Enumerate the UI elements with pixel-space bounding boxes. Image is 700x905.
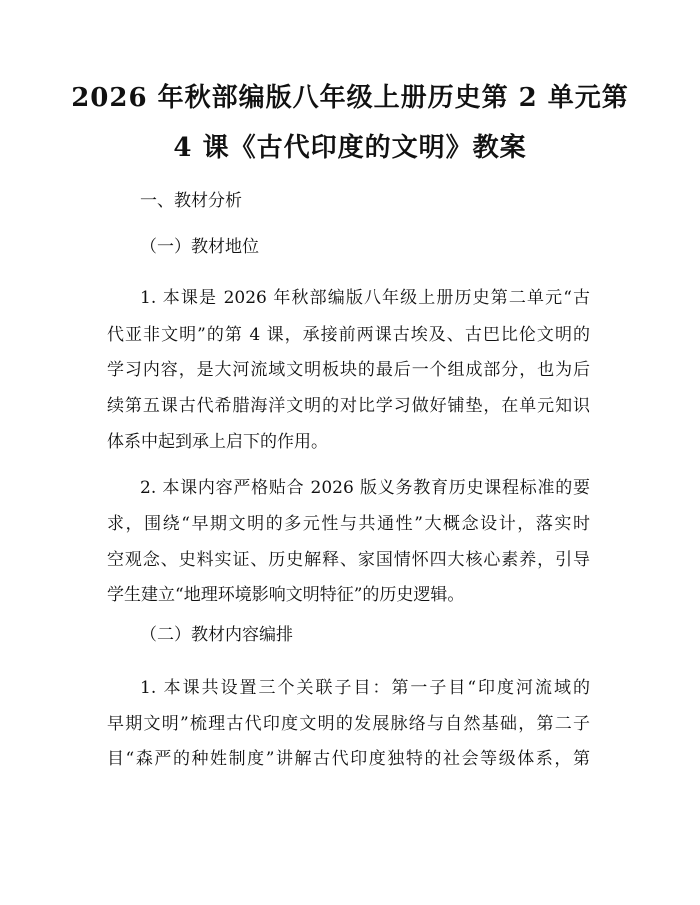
paragraph-line: 1. 本课共设置三个关联子目：第一子目“印度河流域的 bbox=[140, 678, 590, 698]
paragraph-line: 目“森严的种姓制度”讲解古代印度独特的社会等级体系，第 bbox=[107, 749, 590, 769]
document-title-line-2: 4 课《古代印度的文明》教案 bbox=[173, 133, 527, 163]
paragraph-line: 早期文明”梳理古代印度文明的发展脉络与自然基础，第二子 bbox=[107, 714, 590, 734]
paragraph-line: 体系中起到承上启下的作用。 bbox=[107, 432, 328, 452]
subsection-heading: （二）教材内容编排 bbox=[140, 625, 293, 645]
paragraph-line: 代亚非文明”的第 4 课，承接前两课古埃及、古巴比伦文明的 bbox=[107, 325, 590, 345]
paragraph-line: 学生建立“地理环境影响文明特征”的历史逻辑。 bbox=[107, 585, 465, 605]
paragraph-line: 空观念、史料实证、历史解释、家国情怀四大核心素养，引导 bbox=[107, 550, 590, 570]
document-title-line-1: 2026 年秋部编版八年级上册历史第 2 单元第 bbox=[71, 83, 629, 113]
paragraph-line: 求，围绕“早期文明的多元性与共通性”大概念设计，落实时 bbox=[107, 514, 590, 534]
section-heading: 一、教材分析 bbox=[140, 191, 242, 211]
subsection-heading: （一）教材地位 bbox=[140, 237, 259, 257]
paragraph-line: 续第五课古代希腊海洋文明的对比学习做好铺垫，在单元知识 bbox=[107, 396, 590, 416]
paragraph-line: 1. 本课是 2026 年秋部编版八年级上册历史第二单元“古 bbox=[140, 288, 590, 308]
paragraph-line: 2. 本课内容严格贴合 2026 版义务教育历史课程标准的要 bbox=[140, 478, 590, 498]
paragraph-line: 学习内容，是大河流域文明板块的最后一个组成部分，也为后 bbox=[107, 360, 590, 380]
